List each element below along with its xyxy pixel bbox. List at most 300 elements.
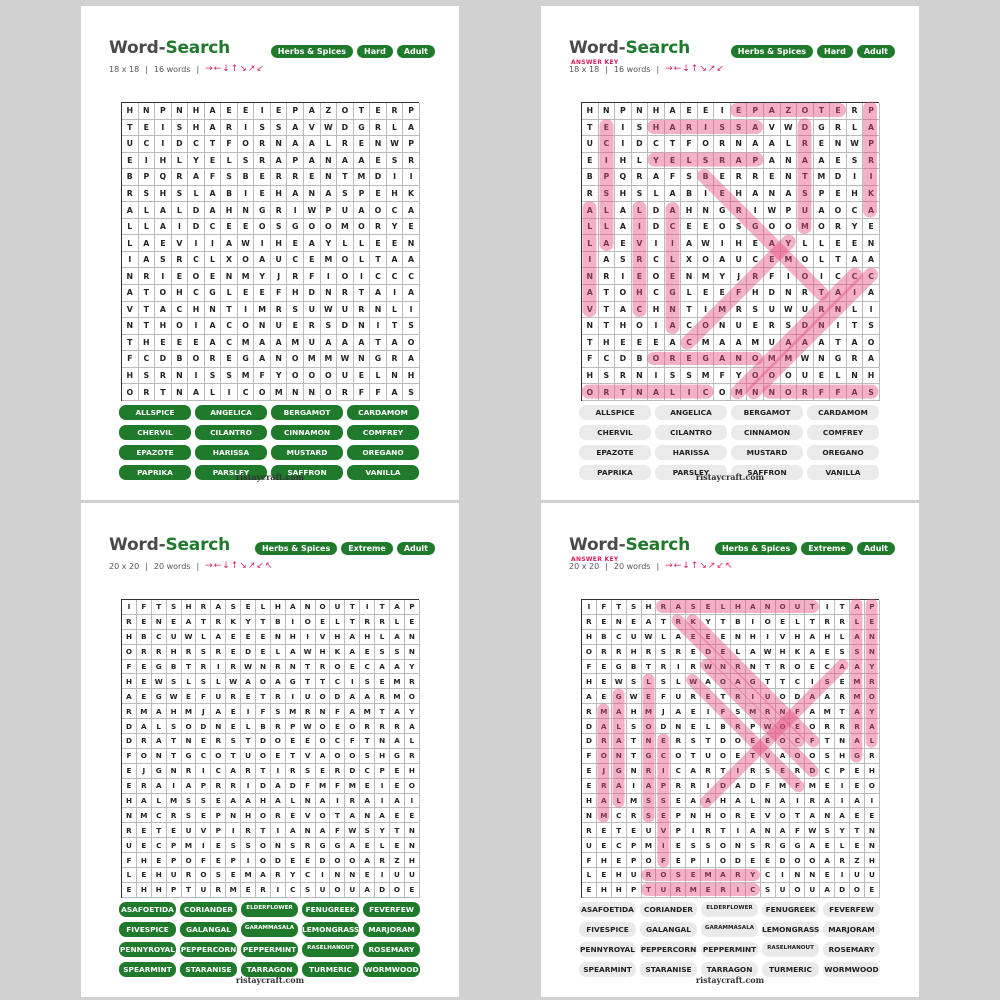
grid-cell: T [599, 285, 616, 302]
grid-cell: X [221, 252, 238, 269]
grid-cell: C [360, 660, 375, 675]
grid-cell: E [850, 779, 865, 794]
grid-cell: C [152, 630, 167, 645]
grid-cell: A [390, 734, 405, 749]
grid-cell: M [642, 704, 657, 719]
grid-cell: E [354, 368, 371, 385]
letter-grid [121, 102, 419, 401]
grid-cell: U [790, 600, 805, 615]
grid-cell: A [403, 351, 420, 368]
grid-cell: U [304, 335, 321, 352]
word-item: MARJORAM [363, 922, 420, 937]
grid-cell: D [256, 779, 271, 794]
grid-cell: W [781, 302, 798, 319]
tag-category: Herbs & Spices [255, 542, 337, 555]
word-item: SPEARMINT [579, 962, 636, 977]
grid-cell: E [671, 853, 686, 868]
grid-cell: R [731, 660, 746, 675]
grid-cell: E [155, 235, 172, 252]
grid-cell: E [271, 103, 288, 120]
grid-cell: A [686, 764, 701, 779]
grid-cell: I [814, 268, 831, 285]
word-count: 20 words [153, 561, 191, 571]
grid-cell: O [764, 219, 781, 236]
grid-cell: S [167, 674, 182, 689]
grid-cell: N [632, 103, 649, 120]
grid-cell: H [776, 645, 791, 660]
word-item: BERGAMOT [731, 405, 803, 420]
grid-cell: R [847, 351, 864, 368]
grid-cell: P [671, 808, 686, 823]
grid-cell: W [321, 302, 338, 319]
grid-cell: D [797, 318, 814, 335]
tag-category: Herbs & Spices [271, 45, 353, 58]
grid-cell: C [238, 384, 255, 401]
word-item: CINNAMON [271, 425, 343, 440]
grid-cell: O [716, 838, 731, 853]
grid-cell: L [122, 868, 137, 883]
grid-cell: P [747, 153, 764, 170]
word-item: ROSEMARY [363, 942, 420, 957]
grid-cell: N [271, 351, 288, 368]
grid-cell: A [597, 719, 612, 734]
grid-cell: T [835, 600, 850, 615]
grid-cell: L [632, 153, 649, 170]
grid-cell: E [226, 704, 241, 719]
grid-cell: U [797, 302, 814, 319]
grid-cell: R [686, 779, 701, 794]
grid-cell: I [835, 868, 850, 883]
grid-cell: E [820, 645, 835, 660]
grid-cell: E [152, 853, 167, 868]
grid-cell: O [790, 883, 805, 898]
word-list [579, 405, 879, 480]
grid-cell: F [221, 136, 238, 153]
grid-cell: D [656, 719, 671, 734]
grid-cell: A [820, 794, 835, 809]
grid-cell: A [211, 630, 226, 645]
grid-cell: S [632, 120, 649, 137]
grid-cell: H [167, 704, 182, 719]
word-item: SAFFRON [731, 465, 803, 480]
grid-cell: M [354, 169, 371, 186]
grid-cell: T [746, 749, 761, 764]
grid-cell: A [599, 252, 616, 269]
grid-cell: N [167, 764, 182, 779]
grid-cell: T [716, 823, 731, 838]
grid-cell: N [820, 808, 835, 823]
grid-cell: F [122, 351, 139, 368]
grid-cell: E [582, 153, 599, 170]
grid-cell: E [375, 674, 390, 689]
word-item: STARANISE [180, 962, 237, 977]
grid-cell: D [155, 351, 172, 368]
grid-cell: A [820, 853, 835, 868]
grid-cell: O [648, 268, 665, 285]
grid-cell: R [330, 764, 345, 779]
grid-cell: A [863, 351, 880, 368]
grid-cell: L [847, 120, 864, 137]
grid-cell: O [182, 853, 197, 868]
grid-cell: S [321, 318, 338, 335]
grid-cell: R [764, 318, 781, 335]
grid-cell: G [152, 660, 167, 675]
grid-cell: H [188, 302, 205, 319]
grid-cell: E [226, 719, 241, 734]
grid-cell: O [582, 384, 599, 401]
grid-cell: E [597, 838, 612, 853]
grid-cell: R [271, 169, 288, 186]
grid-cell: S [254, 120, 271, 137]
grid-cell: R [681, 120, 698, 137]
grid-cell: H [387, 186, 404, 203]
grid-cell: H [375, 749, 390, 764]
grid-cell: A [615, 302, 632, 319]
grid-cell: E [205, 268, 222, 285]
grid-cell: C [599, 351, 616, 368]
grid-cell: T [642, 883, 657, 898]
grid-cell: N [152, 749, 167, 764]
grid-cell: I [847, 169, 864, 186]
grid-cell: I [701, 853, 716, 868]
divider: | [145, 64, 148, 74]
grid-cell: C [648, 136, 665, 153]
grid-cell: L [599, 219, 616, 236]
grid-cell: R [820, 719, 835, 734]
grid-cell: T [847, 318, 864, 335]
footer-brand: ristaycraft.com [235, 472, 305, 482]
grid-cell: G [714, 202, 731, 219]
grid-cell: A [152, 704, 167, 719]
grid-cell: N [360, 808, 375, 823]
direction-arrows-icon: →←↓↑↘↗↙ [665, 64, 725, 74]
grid-cell: O [321, 384, 338, 401]
grid-cell: I [405, 794, 420, 809]
grid-cell: E [254, 169, 271, 186]
grid-cell: E [665, 153, 682, 170]
grid-cell: F [330, 823, 345, 838]
grid-cell: D [172, 136, 189, 153]
grid-cell: N [301, 794, 316, 809]
grid-cell: V [122, 302, 139, 319]
grid-cell: N [330, 868, 345, 883]
grid-cell: C [188, 136, 205, 153]
grid-cell: I [830, 318, 847, 335]
grid-cell: A [287, 186, 304, 203]
grid-cell: C [403, 268, 420, 285]
grid-cell: R [254, 136, 271, 153]
grid-cell: R [337, 136, 354, 153]
word-item: SAFFRON [271, 465, 343, 480]
grid-cell: M [805, 779, 820, 794]
grid-cell: H [627, 645, 642, 660]
grid-cell: S [686, 734, 701, 749]
grid-cell: T [152, 823, 167, 838]
grid-cell: Y [254, 268, 271, 285]
grid-cell: A [747, 120, 764, 137]
grid-cell: B [627, 660, 642, 675]
grid-cell: U [582, 838, 597, 853]
grid-cell: H [122, 103, 139, 120]
grid-cell: D [790, 689, 805, 704]
word-item: PEPPERCORN [180, 942, 237, 957]
grid-cell: H [597, 883, 612, 898]
grid-cell: A [716, 868, 731, 883]
grid-cell: C [172, 302, 189, 319]
grid-cell: A [835, 660, 850, 675]
grid-cell: M [316, 779, 331, 794]
grid-cell: A [137, 794, 152, 809]
grid-cell: R [139, 384, 156, 401]
grid-cell: L [188, 186, 205, 203]
grid-cell: A [205, 202, 222, 219]
grid-cell: A [797, 153, 814, 170]
grid-cell: M [731, 384, 748, 401]
tag-list [255, 542, 435, 555]
grid-cell: C [612, 630, 627, 645]
grid-cell: R [582, 186, 599, 203]
grid-cell: O [122, 384, 139, 401]
grid-cell: A [360, 689, 375, 704]
grid-cell: R [731, 302, 748, 319]
grid-cell: E [137, 689, 152, 704]
grid-cell: J [731, 268, 748, 285]
grid-cell: O [698, 252, 715, 269]
grid-cell: O [582, 645, 597, 660]
grid-cell: R [196, 600, 211, 615]
grid-cell: F [137, 600, 152, 615]
grid-cell: T [196, 615, 211, 630]
grid-cell: L [196, 630, 211, 645]
grid-cell: W [345, 823, 360, 838]
grid-cell: E [865, 883, 880, 898]
grid-cell: R [375, 719, 390, 734]
grid-cell: D [375, 883, 390, 898]
grid-cell: R [746, 764, 761, 779]
grid-cell: N [731, 351, 748, 368]
grid-cell: U [337, 202, 354, 219]
grid-cell: R [271, 808, 286, 823]
grid-cell: E [582, 883, 597, 898]
grid-cell: R [122, 186, 139, 203]
grid-cell: R [776, 660, 791, 675]
grid-cell: T [139, 318, 156, 335]
grid-cell: I [847, 285, 864, 302]
grid-cell: O [172, 318, 189, 335]
word-item: PENNYROYAL [579, 942, 636, 957]
grid-cell: N [627, 764, 642, 779]
grid-cell: B [172, 351, 189, 368]
grid-cell: E [582, 779, 597, 794]
grid-cell: I [271, 823, 286, 838]
word-item: PEPPERMINT [241, 942, 298, 957]
grid-cell: R [582, 823, 597, 838]
grid-cell: A [665, 120, 682, 137]
grid-cell: O [254, 384, 271, 401]
grid-cell: V [632, 235, 649, 252]
word-list [119, 902, 420, 977]
grid-cell: C [387, 268, 404, 285]
grid-cell: H [241, 808, 256, 823]
grid-cell: I [681, 384, 698, 401]
grid-cell: A [354, 153, 371, 170]
grid-cell: H [152, 868, 167, 883]
grid-cell: I [599, 153, 616, 170]
word-count: 16 words [613, 64, 651, 74]
grid-cell: E [681, 219, 698, 236]
grid-cell: P [287, 103, 304, 120]
grid-cell: E [714, 186, 731, 203]
grid-cell: U [865, 868, 880, 883]
grid-cell: E [139, 120, 156, 137]
grid-cell: O [805, 749, 820, 764]
grid-cell: W [182, 630, 197, 645]
grid-cell: H [172, 285, 189, 302]
grid-cell: A [188, 384, 205, 401]
grid-cell: G [612, 689, 627, 704]
grid-cell: N [582, 318, 599, 335]
grid-cell: O [776, 600, 791, 615]
grid-cell: W [238, 235, 255, 252]
grid-cell: H [271, 186, 288, 203]
grid-cell: D [797, 120, 814, 137]
grid-cell: R [137, 779, 152, 794]
grid-cell: E [221, 103, 238, 120]
grid-cell: S [820, 749, 835, 764]
grid-cell: I [648, 318, 665, 335]
grid-cell: H [182, 600, 197, 615]
grid-cell: A [764, 153, 781, 170]
grid-cell: I [286, 615, 301, 630]
grid-cell: P [627, 853, 642, 868]
grid-cell: O [337, 103, 354, 120]
grid-cell: W [241, 660, 256, 675]
grid-cell: P [287, 153, 304, 170]
grid-cell: T [656, 615, 671, 630]
grid-cell: O [256, 853, 271, 868]
grid-cell: A [387, 384, 404, 401]
grid-cell: U [196, 883, 211, 898]
grid-cell: I [671, 660, 686, 675]
grid-cell: I [790, 794, 805, 809]
grid-cell: I [155, 136, 172, 153]
grid-cell: E [137, 838, 152, 853]
grid-cell: A [316, 823, 331, 838]
grid-cell: C [221, 318, 238, 335]
grid-cell: L [665, 384, 682, 401]
grid-cell: A [835, 808, 850, 823]
grid-cell: W [627, 689, 642, 704]
grid-cell: U [316, 883, 331, 898]
word-item: COMFREY [807, 425, 879, 440]
grid-cell: U [764, 335, 781, 352]
grid-cell: T [835, 704, 850, 719]
grid-cell: E [226, 645, 241, 660]
grid-cell: A [337, 335, 354, 352]
grid-cell: R [642, 868, 657, 883]
grid-cell: E [671, 838, 686, 853]
grid-cell: O [188, 351, 205, 368]
grid-cell: U [776, 883, 791, 898]
grid-cell: P [286, 719, 301, 734]
grid-cell: K [403, 186, 420, 203]
grid-cell: L [205, 252, 222, 269]
grid-cell: E [642, 689, 657, 704]
grid-cell: O [747, 368, 764, 385]
grid-cell: B [256, 719, 271, 734]
grid-cell: I [139, 153, 156, 170]
grid-cell: H [221, 202, 238, 219]
grid-cell: T [139, 302, 156, 319]
grid-cell: O [615, 285, 632, 302]
grid-cell: T [582, 120, 599, 137]
grid-cell: P [863, 136, 880, 153]
grid-cell: C [205, 219, 222, 236]
grid-cell: S [271, 219, 288, 236]
grid-cell: E [188, 335, 205, 352]
grid-cell: O [390, 883, 405, 898]
grid-cell: O [345, 749, 360, 764]
grid-cell: H [597, 853, 612, 868]
grid-cell: F [582, 351, 599, 368]
grid-cell: E [698, 219, 715, 236]
grid-cell: F [656, 689, 671, 704]
grid-cell: L [847, 302, 864, 319]
grid-cell: G [205, 285, 222, 302]
divider: | [145, 561, 148, 571]
grid-cell: R [835, 615, 850, 630]
grid-cell: L [221, 285, 238, 302]
grid-cell: E [850, 808, 865, 823]
grid-cell: Y [405, 704, 420, 719]
grid-cell: R [301, 704, 316, 719]
grid-cell: H [865, 764, 880, 779]
grid-cell: A [847, 384, 864, 401]
grid-cell: F [122, 660, 137, 675]
grid-cell: N [781, 285, 798, 302]
grid-cell: U [805, 883, 820, 898]
grid-cell: T [627, 749, 642, 764]
grid-cell: N [182, 734, 197, 749]
grid-cell: L [835, 838, 850, 853]
grid-cell: I [375, 794, 390, 809]
grid-cell: T [681, 302, 698, 319]
grid-cell: W [698, 235, 715, 252]
word-item: COMFREY [347, 425, 419, 440]
grid-cell: E [850, 838, 865, 853]
grid-cell: D [122, 719, 137, 734]
grid-cell: O [714, 384, 731, 401]
grid-cell: I [686, 823, 701, 838]
grid-cell: Y [847, 219, 864, 236]
grid-cell: N [221, 268, 238, 285]
grid-cell: N [835, 734, 850, 749]
grid-cell: E [122, 764, 137, 779]
grid-cell: S [632, 186, 649, 203]
grid-cell: E [627, 823, 642, 838]
word-item: FIVESPICE [119, 922, 176, 937]
grid-cell: A [665, 318, 682, 335]
word-item: CARDAMOM [807, 405, 879, 420]
grid-cell: O [642, 719, 657, 734]
grid-cell: E [172, 335, 189, 352]
grid-cell: O [316, 808, 331, 823]
grid-cell: R [375, 689, 390, 704]
grid-cell: O [776, 719, 791, 734]
grid-cell: T [820, 734, 835, 749]
grid-cell: G [390, 749, 405, 764]
grid-cell: A [776, 794, 791, 809]
